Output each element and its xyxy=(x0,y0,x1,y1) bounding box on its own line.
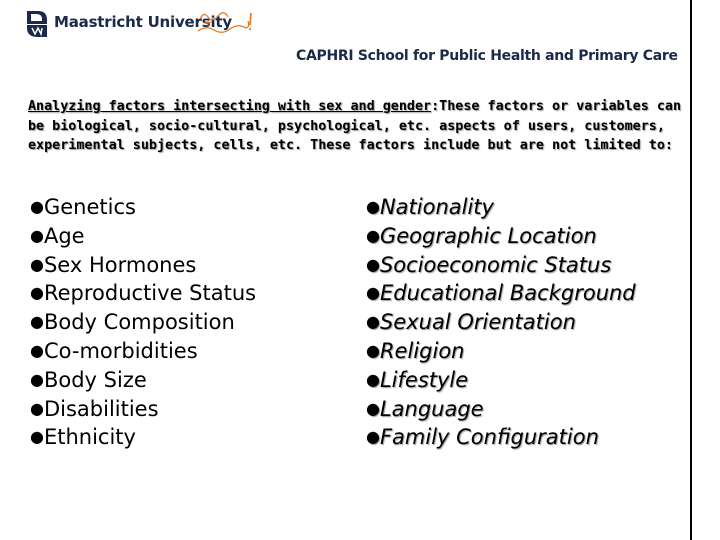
bullet-icon: ● xyxy=(30,283,44,303)
list-item: ●Geographic Location xyxy=(366,223,597,248)
bullet-icon: ● xyxy=(30,312,44,332)
bullet-icon: ● xyxy=(30,369,44,389)
list-item: ●Age xyxy=(30,223,85,248)
bullet-icon: ● xyxy=(366,197,380,216)
list-item: ●Religion xyxy=(366,338,465,363)
bullet-icon: ● xyxy=(30,254,44,274)
bullet-icon: ● xyxy=(30,427,44,447)
bullet-icon: ● xyxy=(366,398,380,418)
bullet-icon: ● xyxy=(366,312,380,332)
list-item: ●Body Size xyxy=(30,367,147,392)
intro-text: :These factors or variables can be biological, socio-cultural, psychological, etc. aspects of users, customers, experimental subjects, cells, etc. These factors include but are not limited to: xyxy=(28,99,682,153)
bullet-icon: ● xyxy=(366,225,380,245)
list-item: ●Disabilities xyxy=(30,396,159,421)
slogan-handwriting xyxy=(196,7,256,37)
bullet-icon: ● xyxy=(30,340,44,360)
list-item: ●Ethnicity xyxy=(30,425,136,450)
university-name: Maastricht University xyxy=(54,13,232,31)
intro-paragraph xyxy=(28,97,688,156)
list-item: ●Sexual Orientation xyxy=(366,310,576,335)
factor-list-right xyxy=(366,193,636,452)
bullet-icon: ● xyxy=(366,283,380,303)
list-item: ●Language xyxy=(366,396,484,421)
factor-list-left xyxy=(30,193,256,452)
list-item: ●Reproductive Status xyxy=(30,281,257,306)
bullet-icon: ● xyxy=(366,340,380,360)
list-item: ●Genetics xyxy=(30,195,136,219)
bullet-icon: ● xyxy=(30,398,44,418)
bullet-icon: ● xyxy=(366,369,380,389)
list-item: ●Family Configuration xyxy=(366,425,599,450)
list-item: ●Lifestyle xyxy=(366,367,469,392)
list-item: ●Body Composition xyxy=(30,310,235,335)
list-item: ●Nationality xyxy=(366,195,494,219)
bullet-icon: ● xyxy=(30,225,44,245)
list-item: ●Socioeconomic Status xyxy=(366,252,612,277)
slide-right-border xyxy=(690,0,692,540)
list-item: ●Educational Background xyxy=(366,281,636,306)
list-item: ●Co-morbidities xyxy=(30,338,198,363)
um-logo-icon xyxy=(26,10,48,38)
bullet-icon: ● xyxy=(30,197,44,216)
bullet-icon: ● xyxy=(366,427,380,447)
intro-heading: Analyzing factors intersecting with sex and gender xyxy=(28,99,432,114)
bullet-icon: ● xyxy=(366,254,380,274)
list-item: ●Sex Hormones xyxy=(30,252,197,277)
school-title: CAPHRI School for Public Health and Primary Care xyxy=(296,48,678,64)
